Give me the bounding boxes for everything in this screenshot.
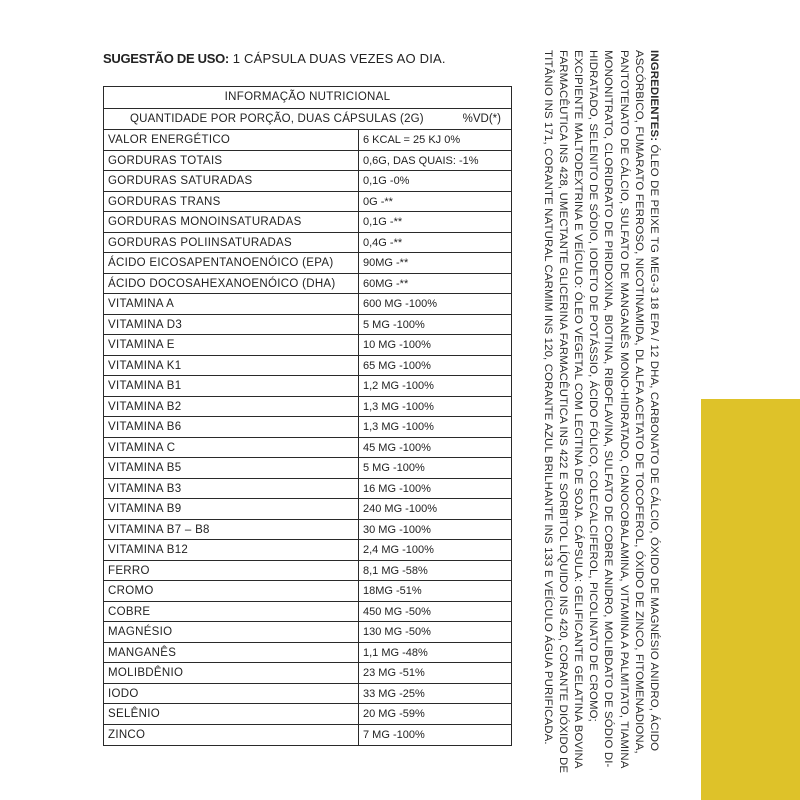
nutrient-value: 5 MG -100% — [363, 462, 425, 474]
nutrient-name: CROMO — [104, 581, 359, 601]
nutrient-value: 10 MG -100% — [363, 339, 431, 351]
nutrient-value: 2,4 MG -100% — [363, 544, 434, 556]
nutrient-value: 0G -** — [363, 195, 393, 208]
nutrient-name: SELÊNIO — [104, 704, 359, 724]
nutrient-value: 45 MG -100% — [363, 441, 431, 454]
nutrient-value: 600 MG -100% — [363, 298, 437, 310]
nutrient-value: 90MG -** — [363, 257, 409, 269]
nutrient-value: 1,3 MG -100% — [363, 421, 434, 433]
nutrient-value: 130 MG -50% — [363, 626, 431, 638]
nutrient-name: MANGANÊS — [104, 643, 359, 663]
portion-label: QUANTIDADE POR PORÇÃO, DUAS CÁPSULAS (2G) — [130, 113, 424, 125]
nutrient-name: ÁCIDO DOCOSAHEXANOENÓICO (DHA) — [104, 274, 359, 294]
nutrient-value: 60MG -** — [363, 277, 409, 290]
table-row — [104, 520, 511, 541]
ingredients-label: INGREDIENTES: — [648, 50, 660, 142]
nutrient-value: 240 MG -100% — [363, 503, 437, 515]
table-portion-header — [104, 109, 511, 130]
table-row — [104, 274, 511, 295]
table-row — [104, 192, 511, 213]
table-row — [104, 294, 511, 315]
nutrient-value: 8,1 MG -58% — [363, 564, 428, 577]
nutrient-value: 33 MG -25% — [363, 687, 425, 700]
nutrient-name: VITAMINA B7 – B8 — [104, 520, 359, 540]
table-row — [104, 458, 511, 479]
table-row — [104, 479, 511, 500]
nutrient-value: 1,3 MG -100% — [363, 400, 434, 413]
nutrient-name: VITAMINA B6 — [104, 417, 359, 437]
yellow-accent-bar — [701, 399, 800, 800]
nutrient-name: GORDURAS TOTAIS — [104, 151, 359, 171]
nutrient-value: 0,1G -** — [363, 216, 403, 228]
usage-instructions — [103, 51, 446, 66]
table-title: INFORMAÇÃO NUTRICIONAL — [104, 87, 511, 109]
nutrition-table — [103, 86, 512, 746]
nutrient-name: GORDURAS MONOINSATURADAS — [104, 212, 359, 232]
nutrient-value: 0,6G, DAS QUAIS: -1% — [363, 154, 479, 167]
ingredients-text — [539, 50, 661, 780]
vd-header: %VD(*) — [462, 113, 501, 125]
nutrient-name: GORDURAS SATURADAS — [104, 171, 359, 191]
nutrient-name: VITAMINA A — [104, 294, 359, 314]
nutrient-name: VITAMINA B1 — [104, 376, 359, 396]
nutrient-name: ZINCO — [104, 725, 359, 746]
ingredients-list: ÓLEO DE PEIXE TG MEG-3 18 EPA / 12 DHA, CARBONATO DE CÁLCIO, ÓXIDO DE MAGNÉSIO ANIDRO, ÁCIDO ASCÓRBICO, FUMARATO FERROSO, NICOTINAMIDA, DL ALFA ACETATO DE TOCOFEROL, ÓXIDO DE ZINCO, FITOMENADIONA, PANTOTENATO DE CÁLCIO, SULFATO DE MANGANÊS MONO-HIDRATADO, CIANOCOBALAMINA, VITAMINA A PALMITATO, TIAMINA MONONITRATO, CLORIDRATO DE PIRIDOXINA, BIOTINA, RIBOFLAVINA, SULFATO DE COBRE ANIDRO, MOLIBDATO DE SÓDIO DI-HIDRATADO, SELENITO DE SÓDIO, IODETO DE POTÁSSIO, ÁCIDO FÓLICO, COLECALCIFEROL, PICOLINATO DE CROMO; EXCIPIENTE MALTODEXTRINA E VEÍCULO: ÓLEO VEGETAL COM LECITINA DE SOJA. CÁPSULA: GELIFICANTE GELATINA BOVINA FARMACÊUTICA INS 428, UMECTANTE GLICERINA FARMACÊUTICA INS 422 E SORBITOL LÍQUIDO INS 420, CORANTE DIÓXIDO DE TITÂNIO INS 171, CORANTE NATURAL CARMIM INS 120, CORANTE AZUL BRILHANTE INS 133 E VEÍCULO ÁGUA PURIFICADA. — [541, 50, 660, 774]
table-row — [104, 643, 511, 664]
nutrient-value: 0,4G -** — [363, 236, 403, 249]
nutrient-value: 23 MG -51% — [363, 667, 425, 679]
table-row — [104, 233, 511, 254]
nutrient-value: 30 MG -100% — [363, 523, 431, 536]
nutrient-name: MOLIBDÊNIO — [104, 663, 359, 683]
usage-label: SUGESTÃO DE USO: — [103, 51, 229, 66]
nutrient-name: VITAMINA K1 — [104, 356, 359, 376]
table-row — [104, 581, 511, 602]
table-row — [104, 684, 511, 705]
table-row — [104, 376, 511, 397]
table-row — [104, 253, 511, 274]
table-row — [104, 704, 511, 725]
table-row — [104, 397, 511, 418]
nutrient-name: VITAMINA D3 — [104, 315, 359, 335]
nutrient-value: 6 KCAL = 25 KJ 0% — [363, 134, 461, 146]
table-row — [104, 417, 511, 438]
table-row — [104, 315, 511, 336]
table-row — [104, 171, 511, 192]
nutrient-name: MAGNÉSIO — [104, 622, 359, 642]
table-row — [104, 335, 511, 356]
table-row — [104, 212, 511, 233]
table-row — [104, 602, 511, 623]
nutrient-name: COBRE — [104, 602, 359, 622]
nutrient-name: GORDURAS POLIINSATURADAS — [104, 233, 359, 253]
nutrient-value: 450 MG -50% — [363, 605, 431, 618]
nutrient-name: VITAMINA B5 — [104, 458, 359, 478]
nutrient-value: 1,1 MG -48% — [363, 646, 428, 659]
nutrient-name: VITAMINA B3 — [104, 479, 359, 499]
nutrient-name: IODO — [104, 684, 359, 704]
table-row — [104, 499, 511, 520]
table-row — [104, 356, 511, 377]
table-row — [104, 725, 511, 746]
nutrient-name: VITAMINA B9 — [104, 499, 359, 519]
nutrient-value: 5 MG -100% — [363, 318, 425, 331]
nutrient-name: VALOR ENERGÉTICO — [104, 130, 359, 150]
nutrient-value: 18MG -51% — [363, 585, 422, 597]
usage-text: 1 CÁPSULA DUAS VEZES AO DIA. — [228, 51, 446, 66]
nutrient-value: 0,1G -0% — [363, 175, 410, 187]
table-row — [104, 663, 511, 684]
nutrient-name: ÁCIDO EICOSAPENTANOENÓICO (EPA) — [104, 253, 359, 273]
nutrient-value: 7 MG -100% — [363, 728, 425, 741]
nutrient-name: VITAMINA B12 — [104, 540, 359, 560]
nutrient-value: 20 MG -59% — [363, 708, 425, 720]
table-row — [104, 130, 511, 151]
nutrient-name: FERRO — [104, 561, 359, 581]
nutrient-value: 16 MG -100% — [363, 482, 431, 495]
nutrient-name: VITAMINA C — [104, 438, 359, 458]
table-row — [104, 540, 511, 561]
nutrient-value: 1,2 MG -100% — [363, 380, 434, 392]
nutrient-value: 65 MG -100% — [363, 359, 431, 372]
table-body — [104, 130, 511, 745]
table-row — [104, 151, 511, 172]
nutrient-name: VITAMINA E — [104, 335, 359, 355]
table-row — [104, 561, 511, 582]
table-row — [104, 622, 511, 643]
table-row — [104, 438, 511, 459]
nutrient-name: GORDURAS TRANS — [104, 192, 359, 212]
nutrient-name: VITAMINA B2 — [104, 397, 359, 417]
